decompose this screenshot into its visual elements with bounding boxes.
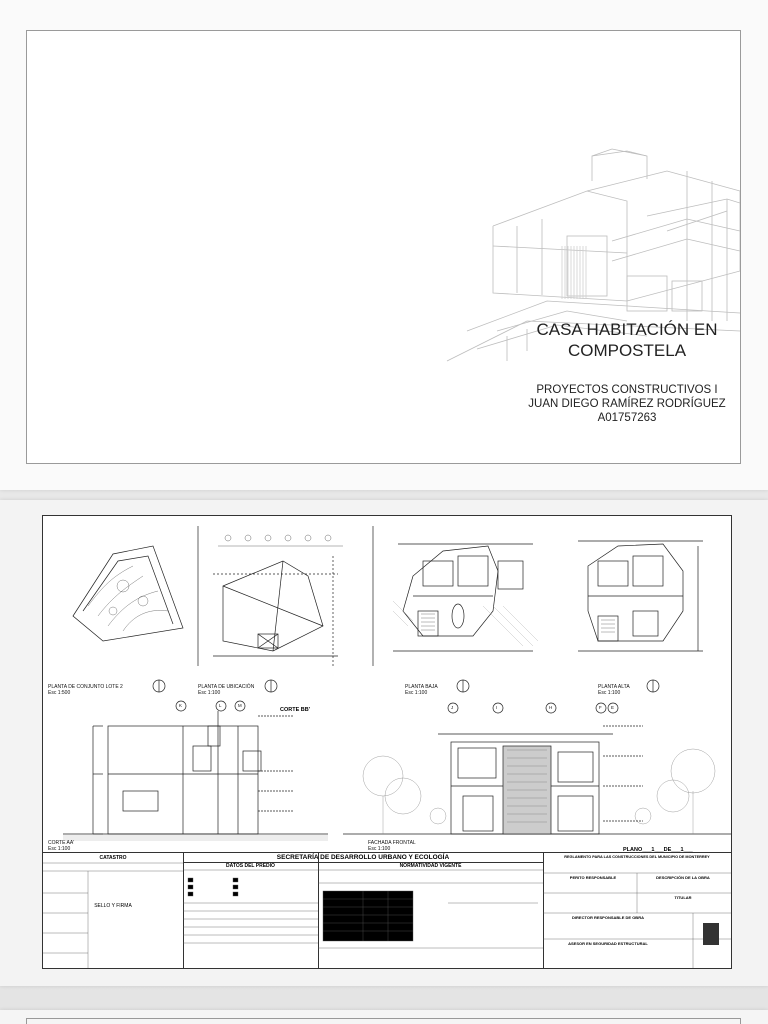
- corte-aa-scale: Esc 1:100: [48, 846, 71, 852]
- tb-datos-predio: [183, 853, 319, 969]
- tb-catastro-head: CATASTRO: [99, 855, 127, 861]
- tb-normatividad: [318, 853, 544, 969]
- corte-aa-title: CORTE AA': [48, 840, 75, 846]
- tb-catastro-lines: [43, 853, 183, 969]
- axis-h: H: [549, 705, 553, 710]
- tb-director-head: DIRECTOR RESPONSABLE DE OBRA: [572, 915, 644, 920]
- alta-scale: Esc 1:100: [598, 690, 621, 696]
- cover-title-line2: COMPOSTELA: [567, 341, 687, 360]
- axis-e: E: [611, 705, 614, 710]
- axis-k: K: [179, 703, 182, 708]
- tb-datos-head: DATOS DEL PREDIO: [226, 863, 275, 869]
- tb-catastro: [43, 853, 184, 969]
- cover-title-line1: CASA HABITACIÓN EN: [536, 320, 718, 339]
- conjunto-scale: Esc 1:500: [48, 690, 71, 696]
- page-cover: [0, 0, 768, 490]
- fachada-title: FACHADA FRONTAL: [368, 840, 416, 846]
- caption-ubicacion: [198, 684, 254, 696]
- alta-title: PLANTA ALTA: [598, 684, 630, 690]
- cover-frame: [26, 30, 741, 464]
- conjunto-title: PLANTA DE CONJUNTO LOTE 2: [48, 684, 123, 690]
- title-block: [43, 852, 731, 969]
- page-next: [0, 1010, 768, 1024]
- cover-author: JUAN DIEGO RAMÍREZ RODRÍGUEZ: [528, 398, 726, 410]
- caption-planta-alta: [598, 684, 630, 696]
- tb-normatividad-head: NORMATIVIDAD VIGENTE: [399, 863, 462, 869]
- axis-m: M: [238, 703, 242, 708]
- tb-reglamento: [543, 853, 731, 969]
- cover-title: [517, 319, 737, 361]
- cover-course: PROYECTOS CONSTRUCTIVOS I: [536, 384, 718, 396]
- caption-fachada: [368, 840, 416, 852]
- baja-title: PLANTA BAJA: [405, 684, 438, 690]
- next-page-frame: [26, 1018, 741, 1024]
- drawing-sheet: [42, 515, 732, 969]
- baja-scale: Esc 1:100: [405, 690, 428, 696]
- cover-subtitle: [505, 383, 741, 425]
- tb-perito-head: PERITO RESPONSABLE: [569, 875, 617, 880]
- tb-asesor-head: ASESOR EN SEGURIDAD ESTRUCTURAL: [568, 941, 648, 946]
- tb-reglamento-head: REGLAMENTO PARA LAS CONSTRUCCIONES DEL MUNICIPIO DE MONTERREY: [564, 855, 710, 859]
- fachada-scale: Esc 1:100: [368, 846, 391, 852]
- axis-f: F: [599, 705, 602, 710]
- caption-conjunto: [48, 684, 123, 696]
- ubicacion-scale: Esc 1:100: [198, 690, 221, 696]
- page-drawing-sheet: [0, 500, 768, 986]
- tb-datos-lines: [183, 853, 318, 969]
- caption-planta-baja: [405, 684, 438, 696]
- tb-normatividad-lines: [318, 853, 543, 969]
- tb-reglamento-lines: [543, 853, 731, 969]
- plano-number: PLANO___1___DE___1___: [623, 847, 693, 853]
- axis-l: L: [219, 703, 222, 708]
- ubicacion-title: PLANTA DE UBICACIÓN: [198, 684, 255, 690]
- corte-bb-title: CORTE BB': [280, 707, 311, 713]
- axis-i: I: [496, 705, 498, 710]
- tb-sello: SELLO Y FIRMA: [94, 903, 132, 909]
- cover-student-id: A01757263: [597, 412, 657, 424]
- caption-corte-aa: [48, 840, 74, 852]
- axis-j: J: [451, 705, 454, 710]
- tb-descripcion-head: DESCRIPCIÓN DE LA OBRA: [656, 875, 710, 880]
- tb-titular-head: TITULAR: [674, 895, 692, 900]
- tb-secretaria: SECRETARÍA DE DESARROLLO URBANO Y ECOLOGÍA: [183, 854, 543, 863]
